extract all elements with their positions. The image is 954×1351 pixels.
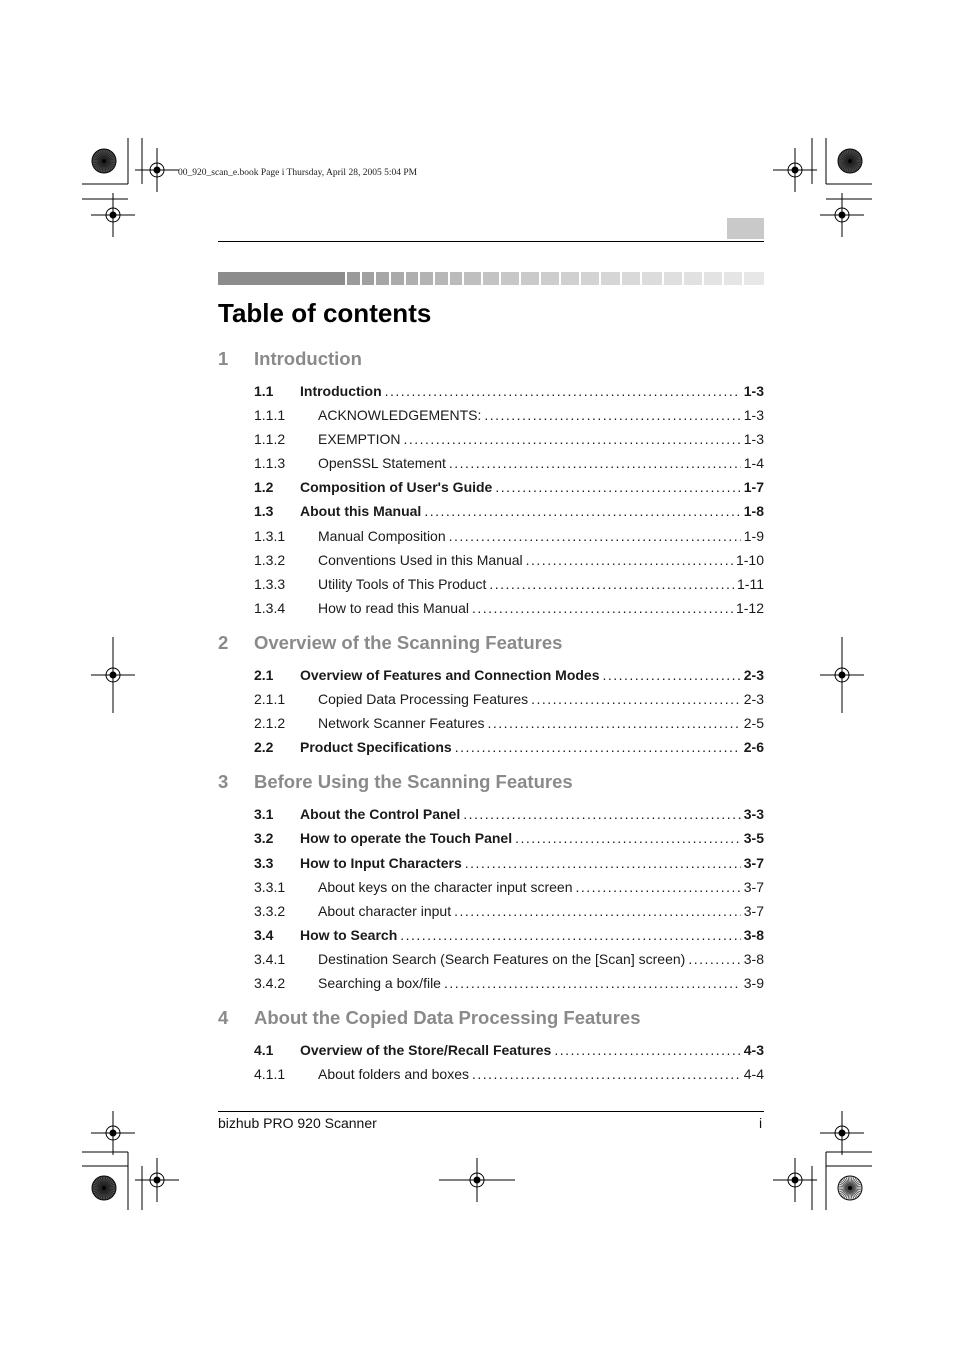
toc-entry[interactable] bbox=[218, 383, 764, 407]
entry-number: 3.1 bbox=[254, 806, 274, 823]
dot-leader bbox=[495, 479, 740, 495]
dot-leader bbox=[526, 552, 733, 568]
entry-number: 1.3.3 bbox=[254, 575, 286, 592]
registration-mark-icon bbox=[820, 1111, 864, 1155]
entry-number: 1.3.1 bbox=[254, 527, 286, 544]
footer-page-number: i bbox=[759, 1115, 763, 1131]
entry-title: OpenSSL Statement bbox=[318, 455, 446, 472]
band-segment bbox=[483, 272, 499, 285]
chapter-title: Before Using the Scanning Features bbox=[254, 771, 573, 793]
chapter-number: 2 bbox=[218, 631, 229, 653]
entry-number: 1.3.2 bbox=[254, 551, 286, 568]
toc-entry[interactable] bbox=[218, 739, 764, 763]
entry-page: 1-8 bbox=[743, 503, 764, 520]
entry-title: About the Control Panel bbox=[300, 806, 461, 823]
dot-leader bbox=[403, 431, 740, 447]
dot-leader bbox=[449, 455, 741, 471]
band-segment bbox=[601, 272, 619, 285]
toc-entry[interactable] bbox=[218, 806, 764, 830]
entry-page: 3-9 bbox=[743, 974, 764, 991]
color-wheel-target-icon bbox=[92, 149, 116, 173]
registration-mark-icon bbox=[91, 193, 135, 237]
entry-page: 1-9 bbox=[743, 527, 764, 544]
chapter-heading[interactable] bbox=[218, 348, 764, 376]
toc-entry[interactable] bbox=[218, 503, 764, 527]
band-segment bbox=[622, 272, 640, 285]
band-segment bbox=[450, 272, 463, 285]
dot-leader bbox=[444, 975, 741, 991]
chapter-heading[interactable] bbox=[218, 771, 764, 799]
dot-leader bbox=[463, 806, 741, 822]
entry-page: 3-7 bbox=[743, 878, 764, 895]
header-rule bbox=[218, 241, 764, 242]
dot-leader bbox=[603, 667, 741, 683]
band-segment bbox=[704, 272, 722, 285]
band-segment bbox=[464, 272, 480, 285]
toc-entry[interactable] bbox=[218, 1042, 764, 1066]
chapter-number: 3 bbox=[218, 771, 229, 793]
toc-entry[interactable] bbox=[218, 600, 764, 624]
dot-leader bbox=[424, 503, 740, 519]
dot-leader bbox=[531, 691, 741, 707]
entry-title: EXEMPTION bbox=[318, 431, 401, 448]
dot-leader bbox=[465, 855, 741, 871]
band-segment bbox=[362, 272, 375, 285]
entry-number: 2.1.2 bbox=[254, 715, 286, 732]
dot-leader bbox=[455, 739, 741, 755]
band-segment bbox=[724, 272, 742, 285]
chapter-entries bbox=[218, 1042, 764, 1090]
chapter-heading[interactable] bbox=[218, 632, 764, 660]
entry-title: How to Input Characters bbox=[300, 854, 462, 871]
dot-leader bbox=[454, 903, 741, 919]
entry-title: How to read this Manual bbox=[318, 599, 469, 616]
toc-entry[interactable] bbox=[218, 552, 764, 576]
entry-page: 3-7 bbox=[743, 902, 764, 919]
band-segment bbox=[684, 272, 702, 285]
entry-number: 1.1.3 bbox=[254, 455, 286, 472]
entry-number: 1.3 bbox=[254, 503, 274, 520]
entry-page: 1-3 bbox=[743, 407, 764, 424]
chapter-title: About the Copied Data Processing Features bbox=[254, 1007, 641, 1029]
entry-number: 3.4 bbox=[254, 926, 274, 943]
registration-mark-icon bbox=[820, 193, 864, 237]
toc-entry[interactable] bbox=[218, 407, 764, 431]
entry-page: 1-3 bbox=[743, 383, 764, 399]
toc-entry[interactable] bbox=[218, 667, 764, 691]
toc-entry[interactable] bbox=[218, 528, 764, 552]
dot-leader bbox=[489, 576, 734, 592]
entry-number: 2.2 bbox=[254, 739, 274, 756]
entry-number: 3.3.1 bbox=[254, 878, 286, 895]
color-wheel-target-icon bbox=[92, 1176, 116, 1200]
entry-number: 1.1.1 bbox=[254, 407, 286, 424]
toc-entry[interactable] bbox=[218, 479, 764, 503]
toc-entry[interactable] bbox=[218, 576, 764, 600]
decorative-band bbox=[218, 272, 764, 285]
entry-number: 3.3 bbox=[254, 854, 274, 871]
entry-number: 3.4.1 bbox=[254, 950, 286, 967]
toc-entry[interactable] bbox=[218, 830, 764, 854]
dot-leader bbox=[472, 600, 733, 616]
entry-title: About this Manual bbox=[300, 503, 422, 520]
toc-entry[interactable] bbox=[218, 455, 764, 479]
chapter-title: Introduction bbox=[254, 348, 362, 369]
entry-title: Overview of the Store/Recall Features bbox=[300, 1042, 552, 1059]
band-segment bbox=[744, 272, 764, 285]
toc-entry[interactable] bbox=[218, 903, 764, 927]
chapter-entries bbox=[218, 806, 764, 999]
entry-number: 4.1 bbox=[254, 1042, 274, 1059]
entry-title: Searching a box/file bbox=[318, 974, 441, 991]
entry-page: 4-3 bbox=[743, 1042, 764, 1059]
chapter-tab bbox=[727, 218, 764, 239]
entry-title: Copied Data Processing Features bbox=[318, 691, 529, 708]
band-segment bbox=[406, 272, 419, 285]
toc-entry[interactable] bbox=[218, 715, 764, 739]
footer-product-name: bizhub PRO 920 Scanner bbox=[218, 1115, 377, 1131]
dot-leader bbox=[449, 528, 741, 544]
chapter-title: Overview of the Scanning Features bbox=[254, 631, 563, 653]
entry-title: Product Specifications bbox=[300, 739, 452, 756]
band-segment bbox=[420, 272, 433, 285]
table-of-contents bbox=[218, 348, 764, 1090]
entry-page: 3-3 bbox=[743, 806, 764, 823]
entry-title: Network Scanner Features bbox=[318, 715, 485, 732]
entry-page: 1-12 bbox=[735, 599, 764, 616]
entry-title: About character input bbox=[318, 902, 452, 919]
band-segment bbox=[501, 272, 519, 285]
entry-number: 1.1 bbox=[254, 383, 274, 399]
toc-entry[interactable] bbox=[218, 1066, 764, 1090]
entry-number: 1.2 bbox=[254, 479, 274, 496]
band-segment bbox=[642, 272, 662, 285]
registration-mark-icon bbox=[773, 148, 817, 192]
entry-page: 1-7 bbox=[743, 479, 764, 496]
entry-page: 1-4 bbox=[743, 455, 764, 472]
toc-entry[interactable] bbox=[218, 927, 764, 951]
print-header: 00_920_scan_e.book Page i Thursday, April 28, 2005 5:04 PM bbox=[178, 168, 418, 178]
entry-number: 2.1 bbox=[254, 666, 274, 683]
band-segment bbox=[376, 272, 389, 285]
chapter-entries bbox=[218, 383, 764, 624]
entry-page: 2-5 bbox=[743, 715, 764, 732]
dot-leader bbox=[472, 1066, 741, 1082]
toc-entry[interactable] bbox=[218, 879, 764, 903]
entry-page: 3-7 bbox=[743, 854, 764, 871]
entry-title: Destination Search (Search Features on the [Scan] screen) bbox=[318, 950, 686, 967]
entry-number: 3.4.2 bbox=[254, 974, 286, 991]
dot-leader bbox=[515, 830, 741, 846]
band-segment bbox=[581, 272, 599, 285]
entry-page: 1-3 bbox=[743, 431, 764, 448]
color-wheel-target-icon bbox=[838, 149, 862, 173]
entry-number: 3.2 bbox=[254, 830, 274, 847]
entry-title: Overview of Features and Connection Modes bbox=[300, 666, 600, 683]
chapter-heading[interactable] bbox=[218, 1007, 764, 1035]
registration-mark-icon bbox=[773, 1158, 817, 1202]
entry-title: How to operate the Touch Panel bbox=[300, 830, 513, 847]
entry-number: 1.1.2 bbox=[254, 431, 286, 448]
entry-number: 1.3.4 bbox=[254, 599, 286, 616]
toc-entry[interactable] bbox=[218, 431, 764, 455]
entry-page: 3-8 bbox=[743, 950, 764, 967]
footer-rule bbox=[218, 1111, 764, 1112]
entry-title: Utility Tools of This Product bbox=[318, 575, 487, 592]
entry-page: 1-10 bbox=[735, 551, 764, 568]
entry-page: 2-3 bbox=[743, 666, 764, 683]
dot-leader bbox=[484, 407, 740, 423]
entry-page: 2-6 bbox=[743, 739, 764, 756]
band-segment bbox=[218, 272, 345, 285]
toc-entry[interactable] bbox=[218, 855, 764, 879]
dot-leader bbox=[688, 951, 740, 967]
dot-leader bbox=[488, 715, 741, 731]
entry-page: 4-4 bbox=[743, 1066, 764, 1083]
dot-leader bbox=[554, 1042, 740, 1058]
dot-leader bbox=[400, 927, 741, 943]
entry-title: Introduction bbox=[300, 383, 382, 399]
color-wheel-target-icon bbox=[838, 1176, 862, 1200]
page-title: Table of contents bbox=[218, 298, 432, 328]
chapter-entries bbox=[218, 667, 764, 763]
band-segment bbox=[561, 272, 579, 285]
entry-title: Composition of User's Guide bbox=[300, 479, 493, 496]
entry-number: 3.3.2 bbox=[254, 902, 286, 919]
toc-entry[interactable] bbox=[218, 951, 764, 975]
band-segment bbox=[391, 272, 404, 285]
entry-page: 3-5 bbox=[743, 830, 764, 847]
entry-title: About keys on the character input screen bbox=[318, 878, 573, 895]
toc-entry[interactable] bbox=[218, 975, 764, 999]
band-segment bbox=[435, 272, 448, 285]
dot-leader bbox=[575, 879, 740, 895]
chapter-number: 1 bbox=[218, 348, 229, 369]
band-segment bbox=[664, 272, 682, 285]
entry-number: 4.1.1 bbox=[254, 1066, 286, 1083]
entry-page: 1-11 bbox=[737, 575, 764, 592]
band-segment bbox=[541, 272, 559, 285]
band-segment bbox=[347, 272, 360, 285]
entry-page: 3-8 bbox=[743, 926, 764, 943]
entry-title: How to Search bbox=[300, 926, 398, 943]
entry-title: ACKNOWLEDGEMENTS: bbox=[318, 407, 482, 424]
dot-leader bbox=[385, 383, 741, 399]
entry-page: 2-3 bbox=[743, 691, 764, 708]
entry-number: 2.1.1 bbox=[254, 691, 286, 708]
toc-entry[interactable] bbox=[218, 691, 764, 715]
entry-title: Conventions Used in this Manual bbox=[318, 551, 523, 568]
registration-mark-icon bbox=[91, 1111, 135, 1155]
entry-title: About folders and boxes bbox=[318, 1066, 469, 1083]
band-segment bbox=[521, 272, 539, 285]
chapter-number: 4 bbox=[218, 1007, 229, 1029]
entry-title: Manual Composition bbox=[318, 527, 446, 544]
